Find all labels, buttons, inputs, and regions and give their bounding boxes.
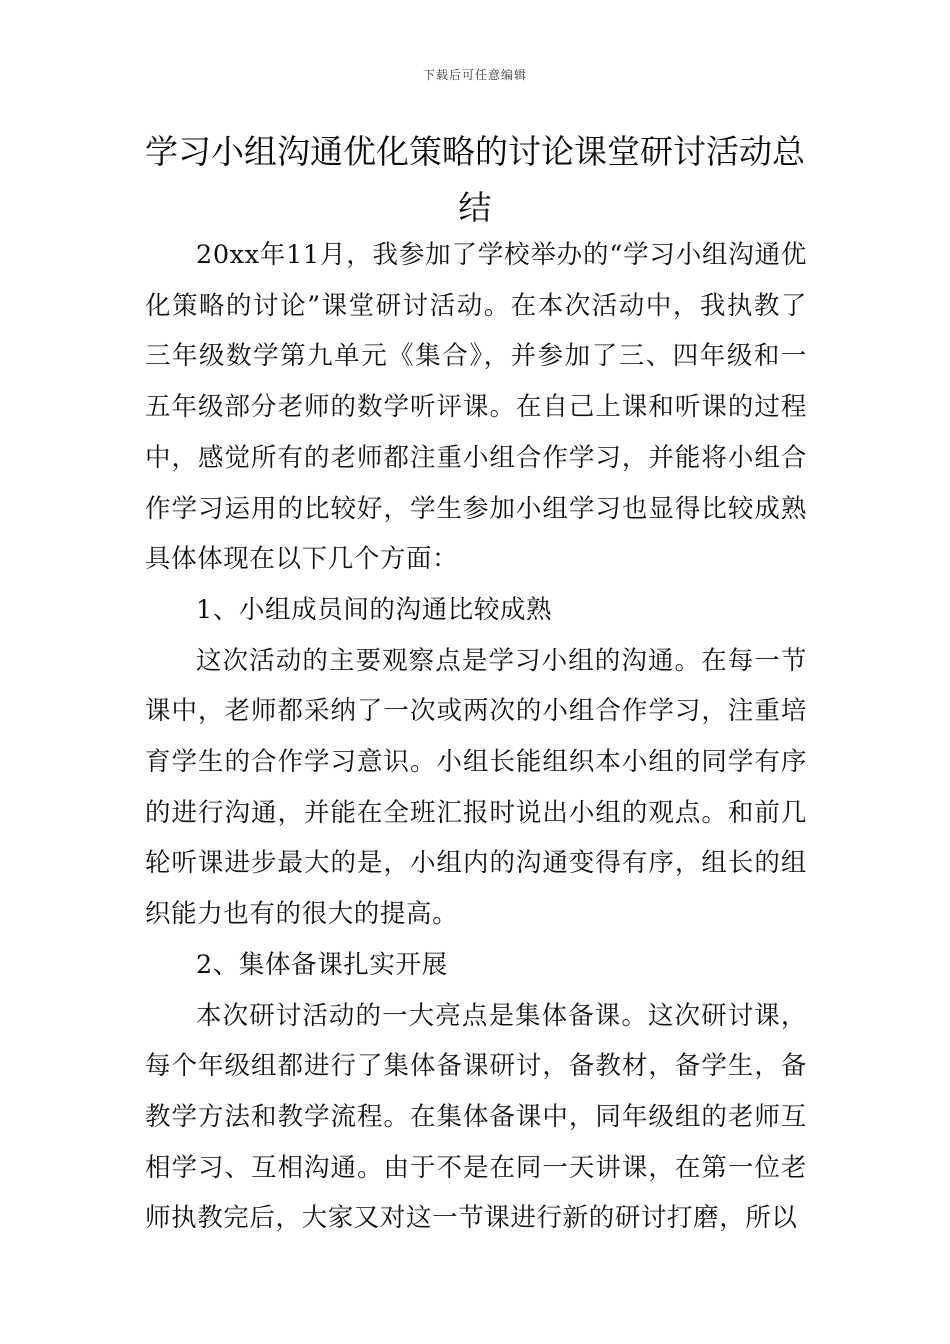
- paragraph-section-1: 这次活动的主要观察点是学习小组的沟通。在每一节课中，老师都采纳了一次或两次的小组合作学习，注重培育学生的合作学习意识。小组长能组织本小组的同学有序的进行沟通，并能在全班汇报时说出小组的观点。和前几轮听课进步最大的是，小组内的沟通变得有序，组长的组织能力也有的很大的提高。: [145, 645, 807, 930]
- document-title: 学习小组沟通优化策略的讨论课堂研讨活动总结: [145, 132, 805, 227]
- paragraph-section-2: 本次研讨活动的一大亮点是集体备课。这次研讨课，每个年级组都进行了集体备课研讨，备教材，备学生，备教学方法和教学流程。在集体备课中，同年级组的老师互相学习、互相沟通。由于不是在同一天讲课，在第一位老师执教完后，大家又对这一节课进行新的研讨打磨，所以: [145, 1000, 807, 1234]
- paragraph-intro: 20xx年11月，我参加了学校举办的“学习小组沟通优化策略的讨论”课堂研讨活动。在本次活动中，我执教了三年级数学第九单元《集合》，并参加了三、四年级和一五年级部分老师的数学听评课。在自己上课和听课的过程中，感觉所有的老师都注重小组合作学习，并能将小组合作学习运用的比较好，学生参加小组学习也显得比较成熟具体体现在以下几个方面：: [145, 240, 807, 575]
- document-body: [145, 230, 807, 1244]
- section-heading-2: 2、集体备课扎实开展: [196, 949, 448, 980]
- section-heading-1: 1、小组成员间的沟通比较成熟: [196, 594, 553, 625]
- header-note: 下载后可任意编辑: [422, 68, 527, 82]
